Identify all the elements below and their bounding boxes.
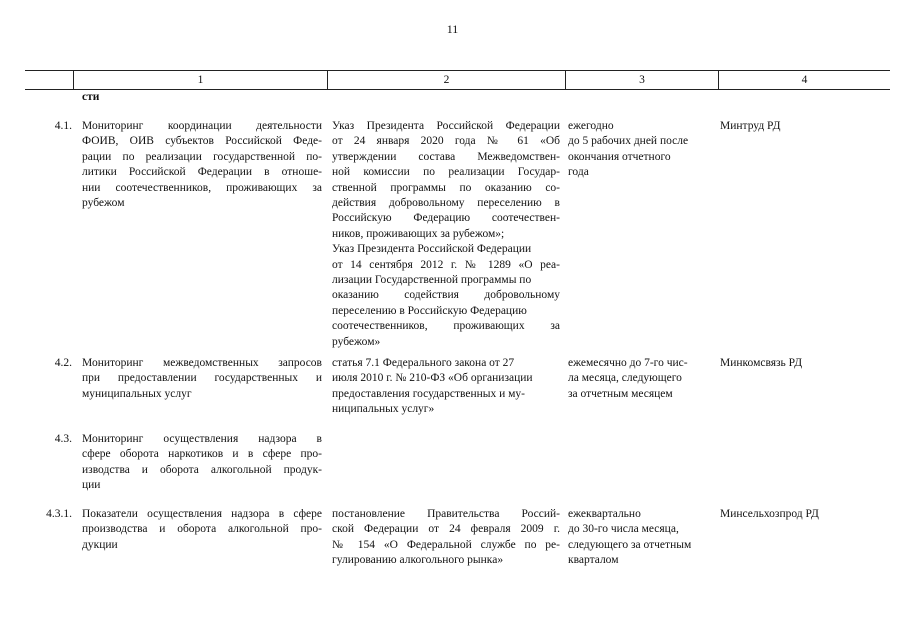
- continuation-text: сти: [82, 91, 100, 103]
- header-cell-1: 1: [73, 71, 327, 89]
- page-number: 11: [446, 22, 459, 36]
- row-responsible: Минсельхозпрод РД: [720, 508, 819, 520]
- row-name: Показатели осуществления надзора в сфере производства и оборота алкогольной про- дукции: [82, 508, 322, 551]
- row-number: 4.2.: [54, 357, 72, 369]
- row-number: 4.3.1.: [46, 508, 72, 520]
- header-cell-number: [25, 71, 73, 89]
- row-basis: постановление Правительства Россий- ской Федерации от 24 февраля 2009 г. № 154 «О Федеральной службе по ре- гулированию алкогольного рынка»: [332, 508, 560, 567]
- row-name: Мониторинг координации деятельности ФОИВ, ОИВ субъектов Российской Феде- рации по реализации государственной по- литики Российской Федерации в отноше- нии соотечественников, проживающих за рубежом: [82, 120, 322, 210]
- table-header-row: [25, 70, 890, 90]
- header-cell-2: 2: [327, 71, 565, 89]
- row-name: Мониторинг осуществления надзора в сфере оборота наркотиков и в сфере про- изводства и оборота алкогольной продук- ции: [82, 433, 322, 492]
- row-name: Мониторинг межведомственных запросов при предоставлении государственных и муниципальных услуг: [82, 357, 322, 400]
- row-period: ежеквартально до 30-го числа месяца, следующего за отчетным кварталом: [568, 508, 692, 567]
- row-responsible: Минкомсвязь РД: [720, 357, 803, 369]
- row-period: ежегодно до 5 рабочих дней после окончания отчетного года: [568, 120, 689, 179]
- header-cell-4: 4: [718, 71, 890, 89]
- row-number: 4.3.: [54, 433, 72, 445]
- row-basis: Указ Президента Российской Федерации от 24 января 2020 года № 61 «Об утверждении состава Межведомствен- ной комиссии по реализации Государ- ственной программы по оказанию со- действия добровольному переселению в Российскую Федерацию соотечествен- ников, проживающих за рубежом»; Указ Президента Российской Федерации от 14 сентября 2012 г. № 1289 «О реа- лизации Государственной программы по оказанию содействия добровольному переселению в Российскую Федерацию соотечественников, проживающих за рубежом»: [332, 120, 560, 348]
- row-basis: статья 7.1 Федерального закона от 27 июля 2010 г. № 210-ФЗ «Об организации предоставления государственных и му- ниципальных услуг»: [332, 357, 533, 416]
- header-cell-3: 3: [565, 71, 718, 89]
- row-period: ежемесячно до 7-го чис- ла месяца, следующего за отчетным месяцем: [568, 357, 688, 400]
- row-responsible: Минтруд РД: [720, 120, 781, 132]
- row-number: 4.1.: [54, 120, 72, 132]
